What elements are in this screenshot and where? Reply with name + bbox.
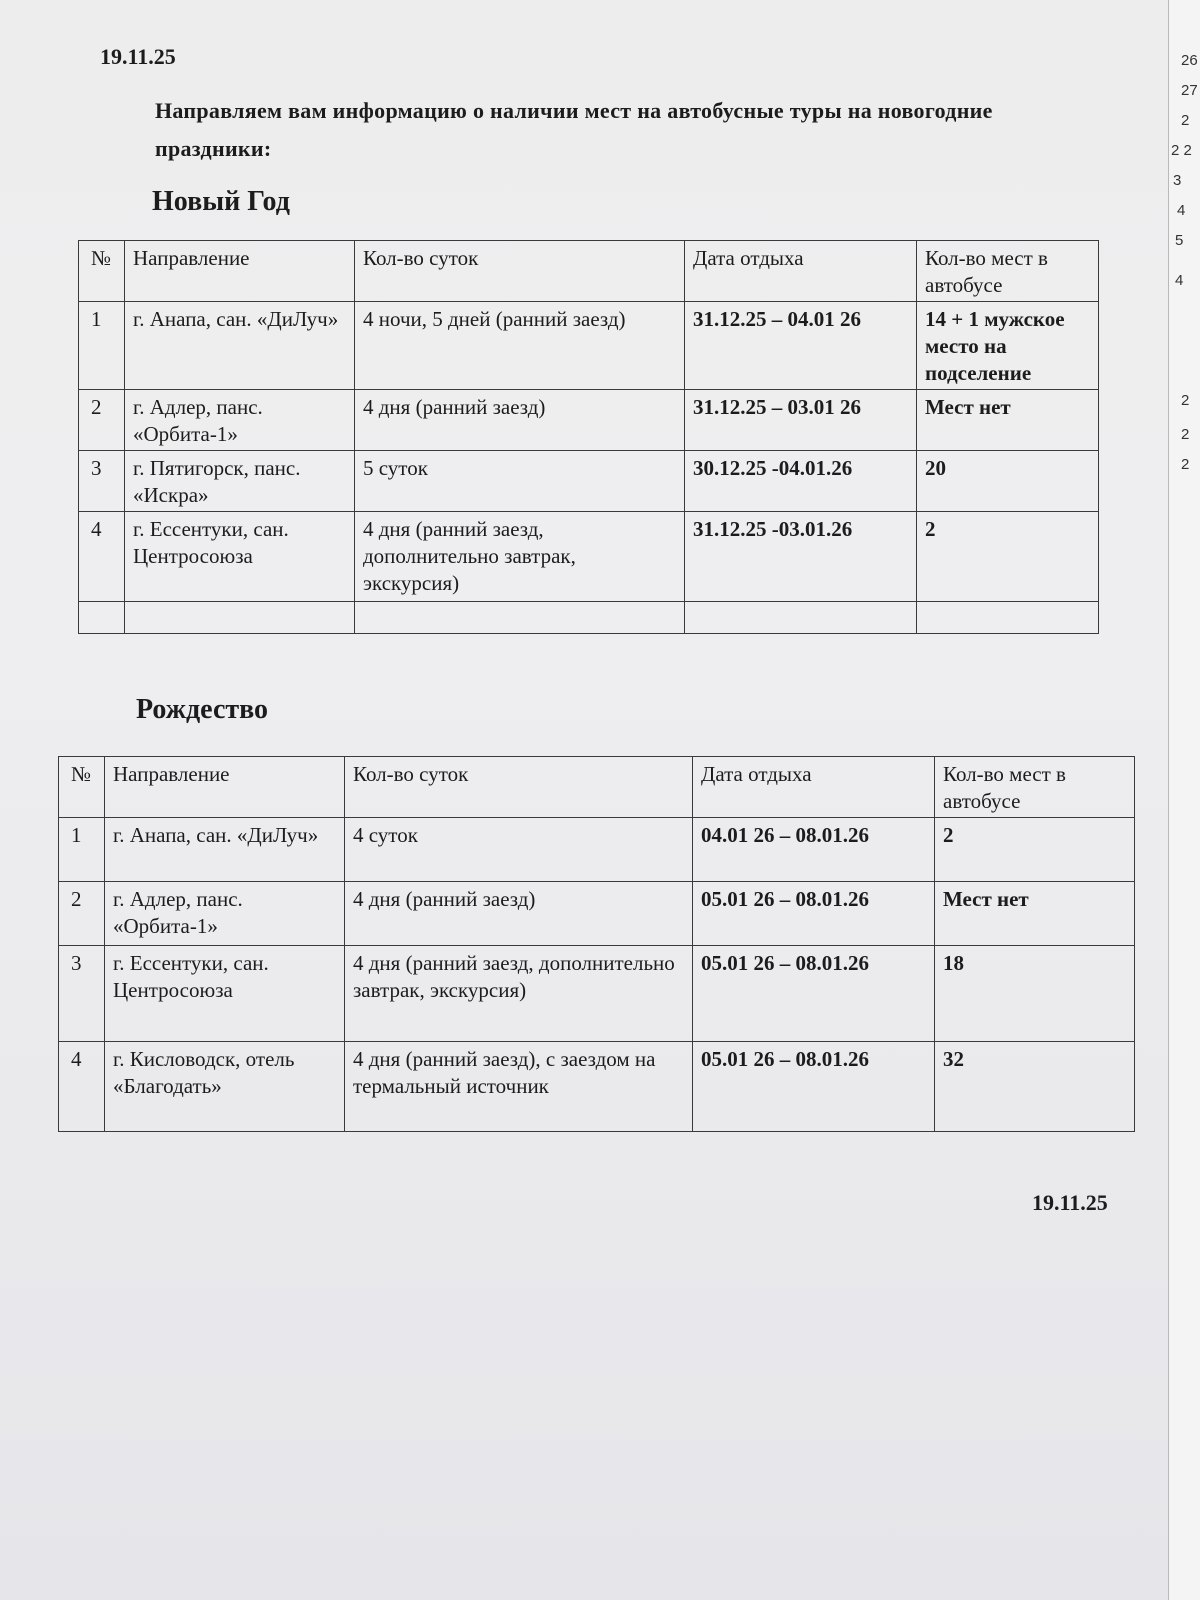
empty-cell bbox=[125, 602, 355, 634]
row-seats: 18 bbox=[935, 946, 1135, 1042]
header-seats: Кол-во мест в автобусе bbox=[935, 757, 1135, 818]
row-seats: 2 bbox=[917, 512, 1099, 602]
section-title-new-year: Новый Год bbox=[152, 186, 290, 217]
row-dates: 05.01 26 – 08.01.26 bbox=[693, 882, 935, 946]
row-seats: 14 + 1 мужское место на подселение bbox=[917, 302, 1099, 390]
table-row bbox=[79, 390, 1099, 451]
row-num: 2 bbox=[79, 390, 125, 451]
table-header-row bbox=[79, 241, 1099, 302]
row-dates: 31.12.25 – 04.01 26 bbox=[685, 302, 917, 390]
table-row bbox=[59, 946, 1135, 1042]
row-nights: 5 суток bbox=[355, 451, 685, 512]
edge-number: 2 bbox=[1181, 456, 1190, 473]
row-direction: г. Кисловодск, отель «Благодать» bbox=[105, 1042, 345, 1132]
table-row bbox=[59, 882, 1135, 946]
underlying-page-edge bbox=[1168, 0, 1200, 1600]
row-direction: г. Ессентуки, сан. Центросоюза bbox=[105, 946, 345, 1042]
row-dates: 31.12.25 – 03.01 26 bbox=[685, 390, 917, 451]
header-num: № bbox=[59, 757, 105, 818]
document-date-bottom: 19.11.25 bbox=[1032, 1190, 1108, 1215]
row-dates: 05.01 26 – 08.01.26 bbox=[693, 946, 935, 1042]
row-dates: 30.12.25 -04.01.26 bbox=[685, 451, 917, 512]
row-nights: 4 суток bbox=[345, 818, 693, 882]
section-title-christmas: Рождество bbox=[136, 694, 269, 725]
row-num: 3 bbox=[79, 451, 125, 512]
row-nights: 4 дня (ранний заезд, дополнительно завтрак, экскурсия) bbox=[355, 512, 685, 602]
row-nights: 4 дня (ранний заезд), с заездом на термальный источник bbox=[345, 1042, 693, 1132]
document-date-top: 19.11.25 bbox=[100, 44, 176, 69]
header-nights: Кол-во суток bbox=[355, 241, 685, 302]
header-seats: Кол-во мест в автобусе bbox=[917, 241, 1099, 302]
header-direction: Направление bbox=[125, 241, 355, 302]
row-num: 1 bbox=[59, 818, 105, 882]
edge-number: 2 bbox=[1181, 426, 1190, 443]
header-dates: Дата отдыха bbox=[685, 241, 917, 302]
row-dates: 04.01 26 – 08.01.26 bbox=[693, 818, 935, 882]
row-dates: 31.12.25 -03.01.26 bbox=[685, 512, 917, 602]
table-row bbox=[59, 1042, 1135, 1132]
new-year-table bbox=[78, 240, 1099, 634]
header-direction: Направление bbox=[105, 757, 345, 818]
christmas-table bbox=[58, 756, 1135, 1132]
table-row-empty bbox=[79, 602, 1099, 634]
row-direction: г. Адлер, панс. «Орбита-1» bbox=[125, 390, 355, 451]
row-seats: 2 bbox=[935, 818, 1135, 882]
edge-number: 27 bbox=[1181, 82, 1198, 99]
edge-number: 4 bbox=[1175, 272, 1184, 289]
edge-number: 2 bbox=[1181, 112, 1190, 129]
row-seats: 32 bbox=[935, 1042, 1135, 1132]
table-row bbox=[79, 451, 1099, 512]
row-direction: г. Анапа, сан. «ДиЛуч» bbox=[105, 818, 345, 882]
edge-number: 2 bbox=[1181, 392, 1190, 409]
table-row bbox=[59, 818, 1135, 882]
empty-cell bbox=[79, 602, 125, 634]
edge-number: 2 2 bbox=[1171, 142, 1192, 159]
table-header-row bbox=[59, 757, 1135, 818]
empty-cell bbox=[355, 602, 685, 634]
edge-number: 26 bbox=[1181, 52, 1198, 69]
row-num: 4 bbox=[59, 1042, 105, 1132]
row-nights: 4 дня (ранний заезд) bbox=[345, 882, 693, 946]
header-num: № bbox=[79, 241, 125, 302]
empty-cell bbox=[685, 602, 917, 634]
row-dates: 05.01 26 – 08.01.26 bbox=[693, 1042, 935, 1132]
row-direction: г. Адлер, панс. «Орбита-1» bbox=[105, 882, 345, 946]
row-nights: 4 дня (ранний заезд) bbox=[355, 390, 685, 451]
row-seats: Мест нет bbox=[935, 882, 1135, 946]
row-seats: 20 bbox=[917, 451, 1099, 512]
row-num: 4 bbox=[79, 512, 125, 602]
header-nights: Кол-во суток bbox=[345, 757, 693, 818]
table-row bbox=[79, 512, 1099, 602]
row-direction: г. Ессентуки, сан. Центросоюза bbox=[125, 512, 355, 602]
row-nights: 4 ночи, 5 дней (ранний заезд) bbox=[355, 302, 685, 390]
intro-text: Направляем вам информацию о наличии мест на автобусные туры на новогодние праздники: bbox=[155, 98, 993, 161]
row-nights: 4 дня (ранний заезд, дополнительно завтрак, экскурсия) bbox=[345, 946, 693, 1042]
row-num: 3 bbox=[59, 946, 105, 1042]
empty-cell bbox=[917, 602, 1099, 634]
row-seats: Мест нет bbox=[917, 390, 1099, 451]
row-num: 2 bbox=[59, 882, 105, 946]
edge-number: 5 bbox=[1175, 232, 1184, 249]
row-direction: г. Пятигорск, панс. «Искра» bbox=[125, 451, 355, 512]
row-direction: г. Анапа, сан. «ДиЛуч» bbox=[125, 302, 355, 390]
table-row bbox=[79, 302, 1099, 390]
edge-number: 3 bbox=[1173, 172, 1182, 189]
row-num: 1 bbox=[79, 302, 125, 390]
header-dates: Дата отдыха bbox=[693, 757, 935, 818]
edge-number: 4 bbox=[1177, 202, 1186, 219]
